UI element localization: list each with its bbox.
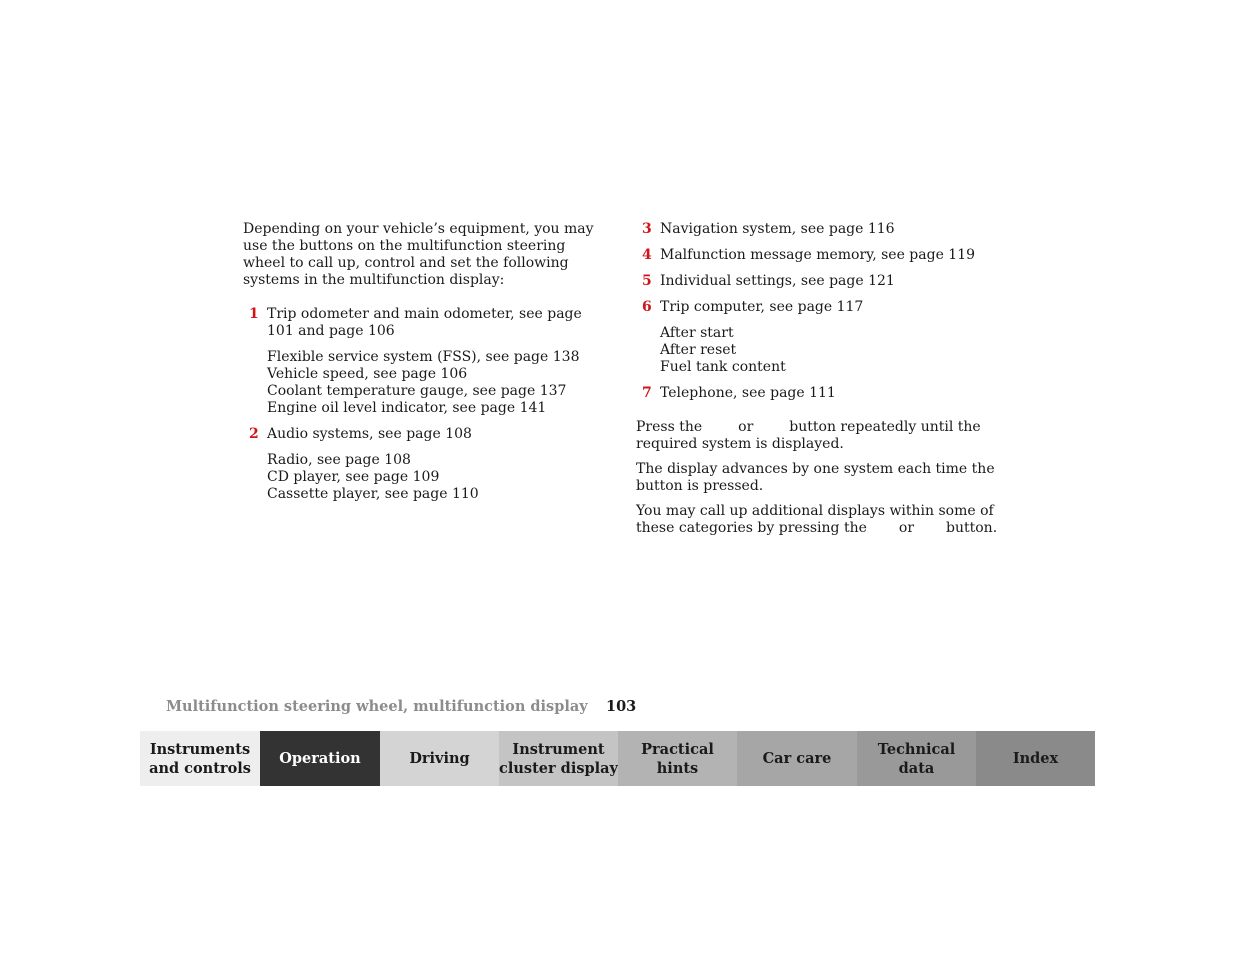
tab-instrument-cluster-display[interactable]: Instrument cluster display bbox=[499, 731, 618, 786]
chapter-nav bbox=[140, 731, 1095, 786]
para-text: or bbox=[898, 520, 915, 536]
intro-paragraph: Depending on your vehicle’s equipment, you may use the buttons on the multifunction steering wheel to call up, control and set the following systems in the multifunction display: bbox=[243, 221, 594, 288]
sub-list-6 bbox=[636, 325, 998, 376]
sub-item: After start bbox=[660, 325, 734, 341]
tab-technical-data[interactable]: Technical data bbox=[857, 731, 976, 786]
advance-paragraph: The display advances by one system each time the button is pressed. bbox=[636, 461, 995, 494]
para-text: button. bbox=[946, 520, 998, 536]
press-button-paragraph bbox=[636, 419, 998, 453]
left-column bbox=[243, 221, 605, 512]
item-number: 5 bbox=[642, 273, 652, 289]
sub-item: Flexible service system (FSS), see page 138 bbox=[267, 349, 580, 365]
item-text: Malfunction message memory, see page 119 bbox=[660, 247, 976, 263]
sub-list-2 bbox=[243, 452, 605, 503]
item-number: 6 bbox=[642, 299, 652, 315]
sub-item: Engine oil level indicator, see page 141 bbox=[267, 400, 547, 416]
page-number: 103 bbox=[606, 698, 637, 715]
item-number: 1 bbox=[249, 306, 259, 322]
sub-item: Radio, see page 108 bbox=[267, 452, 411, 468]
sub-item: Coolant temperature gauge, see page 137 bbox=[267, 383, 567, 399]
sub-item: CD player, see page 109 bbox=[267, 469, 440, 485]
para-text: button repeatedly until the required system is displayed. bbox=[636, 419, 981, 452]
section-title: Multifunction steering wheel, multifunction display bbox=[166, 698, 588, 715]
item-number: 3 bbox=[642, 221, 652, 237]
tab-car-care[interactable]: Car care bbox=[737, 731, 857, 786]
list-item-1 bbox=[243, 306, 605, 340]
sub-item: After reset bbox=[660, 342, 737, 358]
item-number: 2 bbox=[249, 426, 259, 442]
sub-item: Cassette player, see page 110 bbox=[267, 486, 479, 502]
item-text: Telephone, see page 111 bbox=[660, 385, 836, 401]
item-number: 4 bbox=[642, 247, 652, 263]
para-text: Press the bbox=[636, 419, 703, 435]
right-column bbox=[636, 221, 998, 545]
list-item-7 bbox=[636, 385, 998, 402]
para-text: or bbox=[738, 419, 754, 435]
sub-list-1 bbox=[243, 349, 605, 417]
list-item-4 bbox=[636, 247, 998, 264]
tab-instruments-and-controls[interactable]: Instruments and controls bbox=[140, 731, 260, 786]
item-text: Navigation system, see page 116 bbox=[660, 221, 895, 237]
additional-displays-paragraph bbox=[636, 503, 998, 537]
tab-index[interactable]: Index bbox=[976, 731, 1095, 786]
list-item-3 bbox=[636, 221, 998, 238]
list-item-5 bbox=[636, 273, 998, 290]
tab-practical-hints[interactable]: Practical hints bbox=[618, 731, 737, 786]
item-text: Trip computer, see page 117 bbox=[660, 299, 864, 315]
tab-driving[interactable]: Driving bbox=[380, 731, 499, 786]
item-text: Individual settings, see page 121 bbox=[660, 273, 895, 289]
para-text: You may call up additional displays within some of these categories by pressing the bbox=[636, 503, 994, 536]
item-text: Audio systems, see page 108 bbox=[267, 426, 472, 442]
item-text: Trip odometer and main odometer, see page 101 and page 106 bbox=[267, 306, 582, 339]
tab-operation[interactable]: Operation bbox=[260, 731, 380, 786]
sub-item: Vehicle speed, see page 106 bbox=[267, 366, 468, 382]
sub-item: Fuel tank content bbox=[660, 359, 786, 375]
item-number: 7 bbox=[642, 385, 652, 401]
list-item-6 bbox=[636, 299, 998, 316]
list-item-2 bbox=[243, 426, 605, 443]
